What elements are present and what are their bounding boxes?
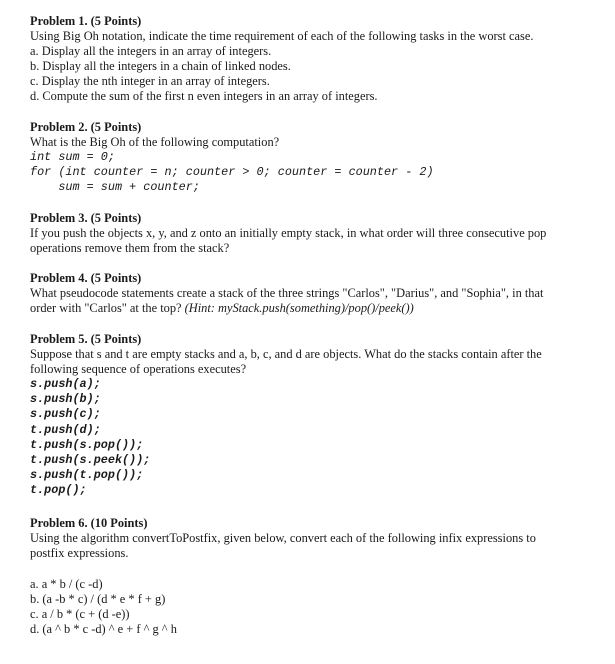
assignment-page (30, 14, 600, 637)
problem-5-code-line: s.push(b); (30, 392, 101, 407)
problem-5-code-line: t.push(s.pop()); (30, 437, 144, 452)
problem-5-title: Problem 5. (5 Points) (30, 332, 142, 346)
problem-5-code-line: s.push(c); (30, 407, 101, 422)
problem-2-code-line: int sum = 0; (30, 150, 115, 164)
problem-4 (30, 271, 600, 316)
problem-3 (30, 211, 600, 256)
problem-2-code-line: sum = sum + counter; (30, 180, 200, 194)
problem-6-expression: c. a / b * (c + (d -e)) (30, 606, 130, 621)
problem-3-title: Problem 3. (5 Points) (30, 211, 142, 225)
problem-1 (30, 14, 600, 104)
problem-6-prompt-line: Using the algorithm convertToPostfix, given below, convert each of the following infix expressions to (30, 530, 536, 545)
problem-5 (30, 332, 600, 499)
problem-5-code-line: t.push(d); (30, 422, 101, 437)
problem-2-prompt: What is the Big Oh of the following computation? (30, 135, 280, 149)
problem-6-prompt-line: postfix expressions. (30, 545, 129, 560)
problem-6-title: Problem 6. (10 Points) (30, 515, 148, 530)
problem-6-expression: a. a * b / (c -d) (30, 576, 103, 591)
problem-5-code-line: t.pop(); (30, 483, 87, 498)
problem-1-item-a: a. Display all the integers in an array of integers. (30, 44, 272, 58)
problem-1-item-d: d. Compute the sum of the first n even integers in an array of integers. (30, 89, 378, 103)
problem-6 (30, 516, 600, 637)
problem-6-expression: b. (a -b * c) / (d * e * f + g) (30, 591, 166, 606)
problem-1-item-b: b. Display all the integers in a chain of linked nodes. (30, 59, 291, 73)
problem-5-code-line: s.push(t.pop()); (30, 468, 144, 483)
problem-5-code-line: s.push(a); (30, 377, 101, 391)
problem-2-code-line: for (int counter = n; counter > 0; counter = counter - 2) (30, 165, 434, 179)
problem-1-item-c: c. Display the nth integer in an array of integers. (30, 74, 270, 88)
problem-3-prompt-line: If you push the objects x, y, and z onto an initially empty stack, in what order will three consecutive pop (30, 226, 547, 240)
problem-6-expression: d. (a ^ b * c -d) ^ e + f ^ g ^ h (30, 621, 177, 636)
problem-5-code-line: t.push(s.peek()); (30, 453, 151, 468)
problem-5-prompt-line: Suppose that s and t are empty stacks and a, b, c, and d are objects. What do the stacks contain after the (30, 347, 542, 361)
problem-4-prompt-line (30, 301, 600, 316)
problem-2-title: Problem 2. (5 Points) (30, 120, 142, 134)
problem-4-prompt-text: order with "Carlos" at the top? (30, 301, 185, 315)
problem-4-hint: (Hint: myStack.push(something)/pop()/peek()) (184, 301, 414, 315)
problem-4-prompt-line: What pseudocode statements create a stack of the three strings "Carlos", "Darius", and "Sophia", in that (30, 286, 544, 300)
problem-2 (30, 120, 600, 195)
problem-4-title: Problem 4. (5 Points) (30, 271, 142, 285)
problem-5-prompt-line: following sequence of operations executes? (30, 362, 247, 376)
problem-1-title: Problem 1. (5 Points) (30, 14, 142, 28)
problem-1-prompt: Using Big Oh notation, indicate the time requirement of each of the following tasks in the worst case. (30, 29, 534, 43)
problem-3-prompt-line: operations remove them from the stack? (30, 241, 230, 255)
